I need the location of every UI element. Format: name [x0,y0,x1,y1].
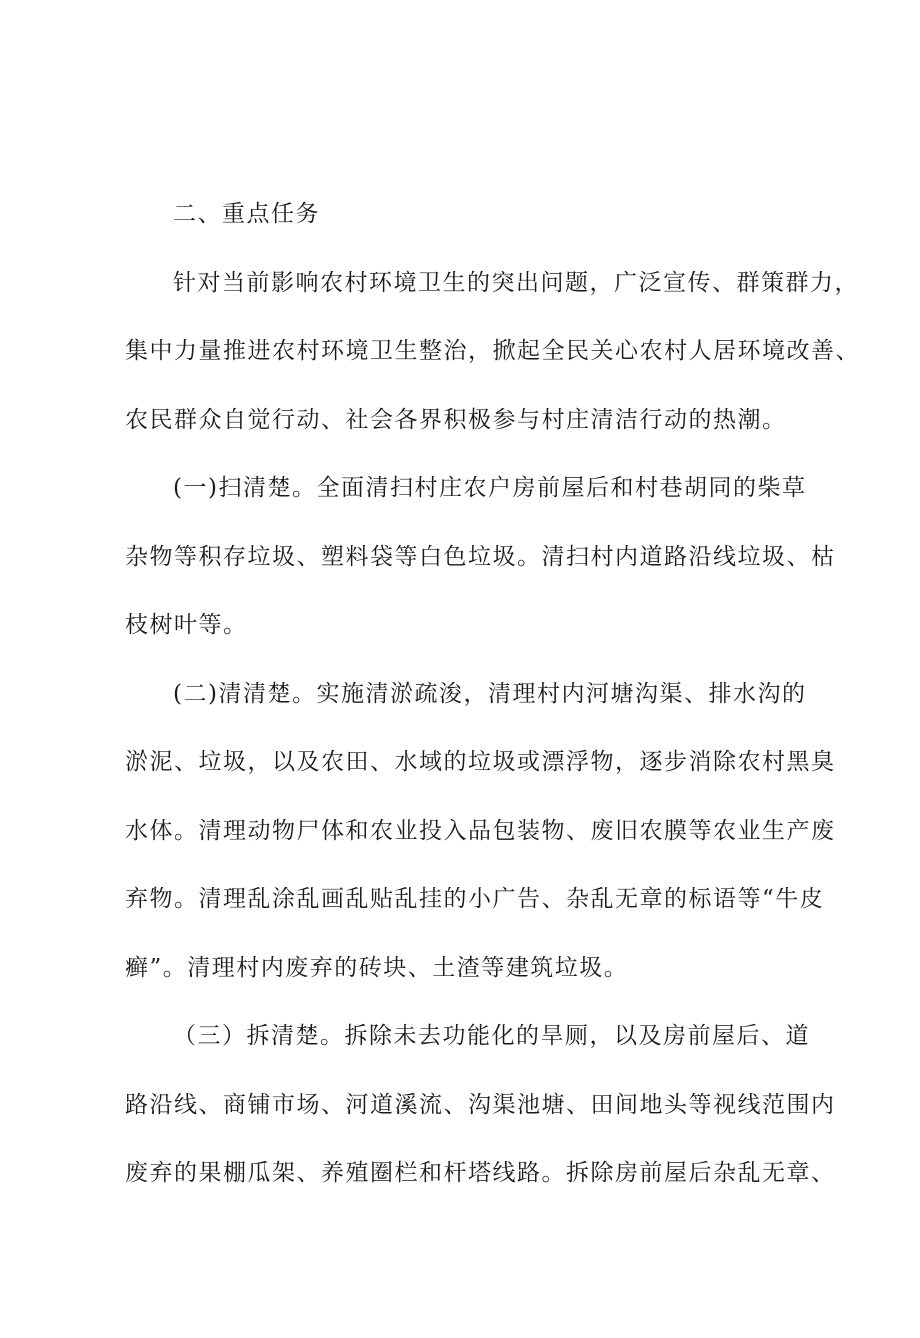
paragraph-line: 集中力量推进农村环境卫生整治，掀起全民关心农村人居环境改善、 [125,338,860,364]
paragraph-item-1 [125,454,836,660]
paragraph-intro [125,249,860,455]
paragraph-line: 淤泥、垃圾，以及农田、水域的垃圾或漂浮物，逐步消除农村黑臭 [125,749,836,775]
paragraph-item-2 [125,660,836,1003]
paragraph-line: (二)清清楚。实施清淤疏浚，清理村内河塘沟渠、排水沟的 [173,680,807,707]
paragraph-line: 路沿线、商铺市场、河道溪流、沟渠池塘、田间地头等视线范围内 [125,1091,836,1118]
paragraph-item-3 [125,1002,836,1208]
paragraph-line: 农民群众自觉行动、社会各界积极参与村庄清洁行动的热潮。 [125,406,787,433]
paragraph-line: 废弃的果棚瓜架、养殖圈栏和杆塔线路。拆除房前屋后杂乱无章、 [125,1160,836,1186]
paragraph-line: 弃物。清理乱涂乱画乱贴乱挂的小广告、杂乱无章的标语等“牛皮 [125,886,825,912]
paragraph-line: 癣”。清理村内废弃的砖块、土渣等建筑垃圾。 [125,954,629,981]
paragraph-line: 枝树叶等。 [125,612,248,638]
paragraph-line: （三）拆清楚。拆除未去功能化的旱厕，以及房前屋后、道 [173,1023,810,1049]
document-body [125,180,860,1208]
paragraph-line: (一)扫清楚。全面清扫村庄农户房前屋后和村巷胡同的柴草 [173,475,807,501]
paragraph-line: 水体。清理动物尸体和农业投入品包装物、废旧农膜等农业生产废 [125,817,836,844]
section-heading: 二、重点任务 [173,201,320,227]
paragraph-line: 杂物等积存垃圾、塑料袋等白色垃圾。清扫村内道路沿线垃圾、枯 [125,543,836,570]
paragraph-line: 针对当前影响农村环境卫生的突出问题，广泛宣传、群策群力， [173,269,859,296]
